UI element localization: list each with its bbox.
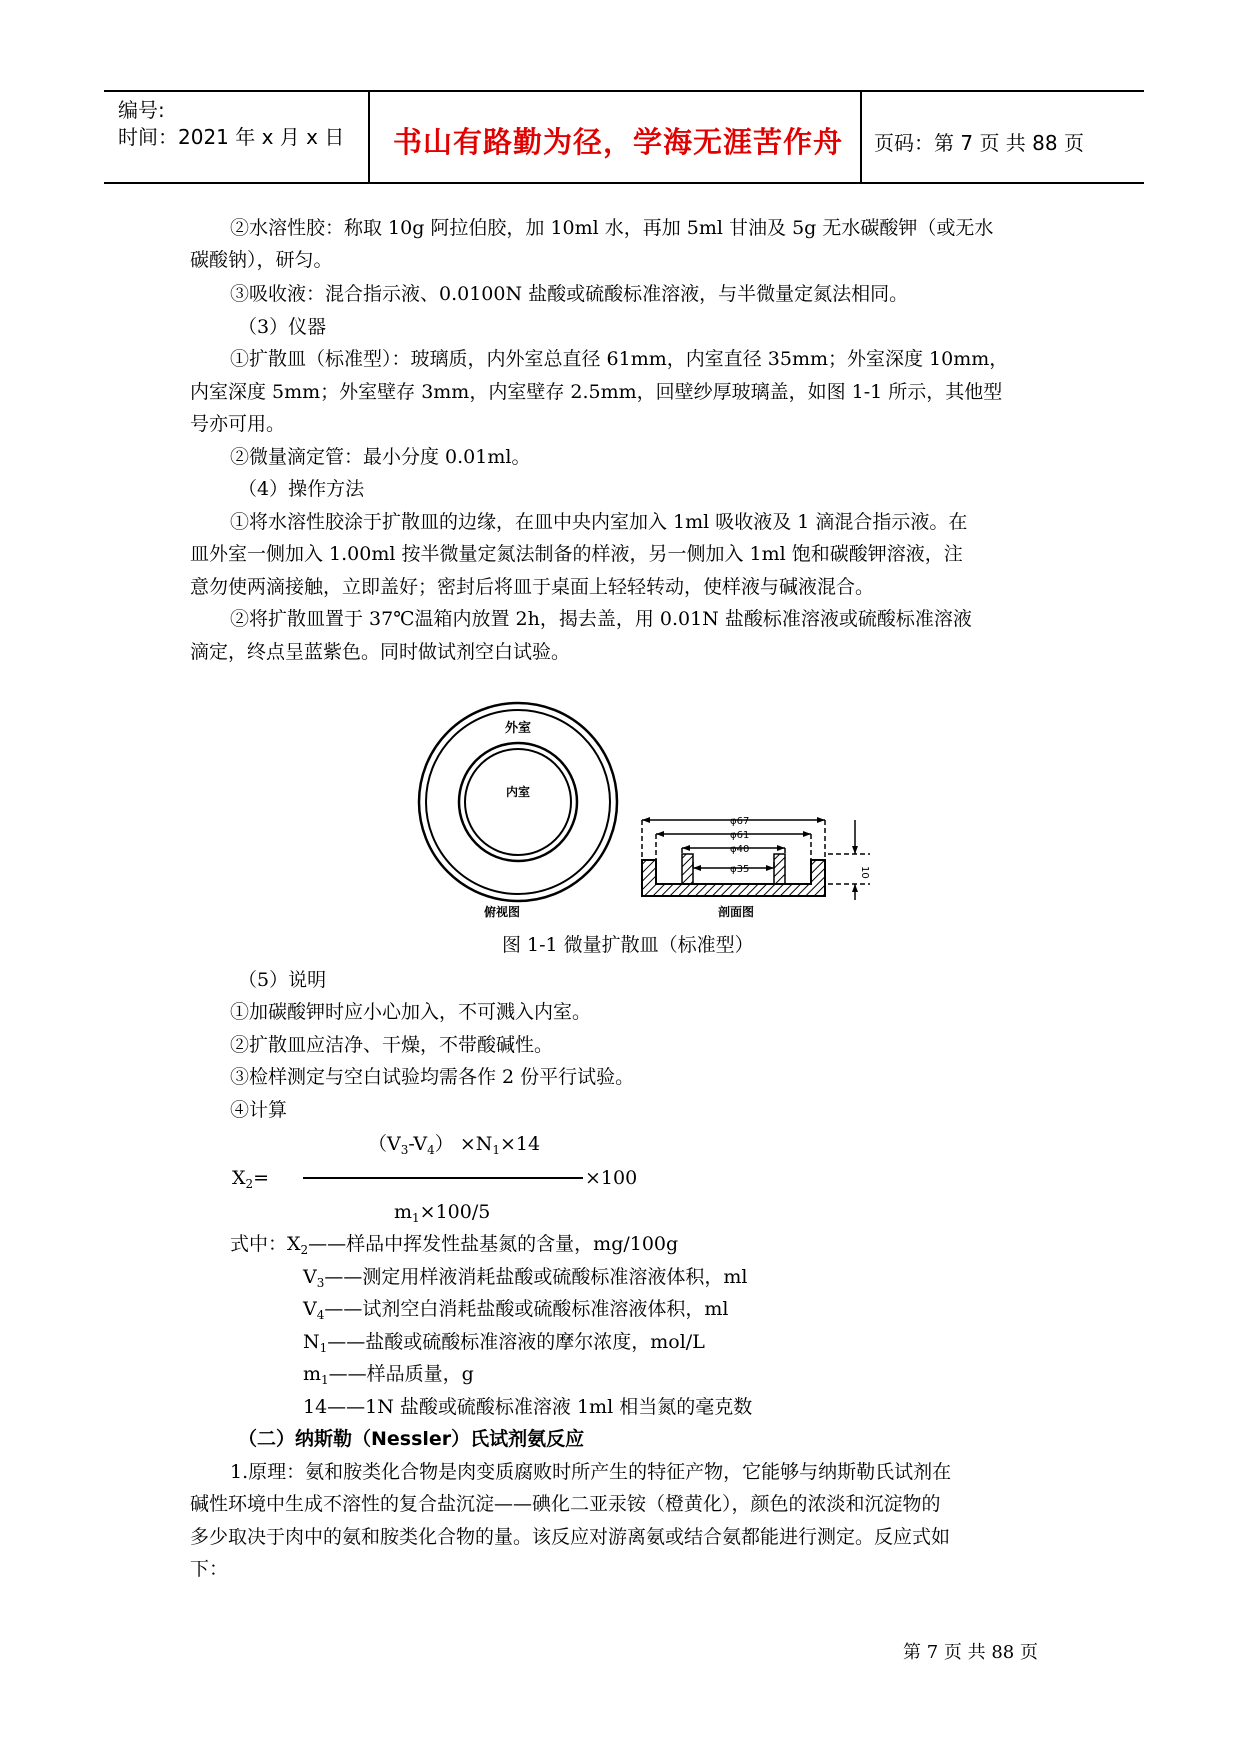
formula-times-100: ×100 [585, 1167, 638, 1189]
paragraph-line: 意勿使两滴接触，立即盖好；密封后将皿于桌面上轻轻转动，使样液与碱液混合。 [190, 576, 875, 598]
paragraph-line: ③吸收液：混合指示液、0.0100N 盐酸或硫酸标准溶液，与半微量定氮法相同。 [230, 283, 909, 305]
paragraph-line: 号亦可用。 [190, 413, 286, 435]
paragraph-line: ②微量滴定管：最小分度 0.01ml。 [230, 446, 531, 468]
page-footer: 第 7 页 共 88 页 [903, 1642, 1038, 1663]
definition-n1: $N_1——$盐酸或硫酸标准溶液的摩尔浓度，mol/L [303, 1331, 705, 1355]
top-view [419, 703, 617, 919]
definition-x2: 式中：$X_2——$样品中挥发性盐基氮的含量，mg/100g [230, 1233, 679, 1257]
paragraph-line: ②水溶性胶：称取 10g 阿拉伯胶，加 10ml 水，再加 5ml 甘油及 5g 无水碳酸钾（或无水 [230, 217, 994, 239]
definition-m1: $m_1——$样品质量，g [303, 1363, 474, 1387]
top-view-label: 俯视图 [484, 905, 521, 919]
paragraph-line: 滴定，终点呈蓝紫色。同时做试剂空白试验。 [190, 641, 571, 663]
paragraph-line: 碱性环境中生成不溶性的复合盐沉淀——碘化二亚汞铵（橙黄化），颜色的浓淡和沉淀物的 [190, 1493, 941, 1515]
outer-chamber-label: 外室 [504, 721, 532, 736]
fraction-bar [303, 1177, 583, 1179]
paragraph-line: 皿外室一侧加入 1.00ml 按半微量定氮法制备的样液，另一侧加入 1ml 饱和碳酸钾溶液，注 [190, 543, 963, 565]
figure-caption: 图 1-1 微量扩散皿（标准型） [502, 934, 754, 956]
inner-chamber-label: 内室 [505, 785, 531, 799]
note-item: ③检样测定与空白试验均需各作 2 份平行试验。 [230, 1066, 635, 1088]
dim-35-label: φ35 [730, 864, 750, 875]
dish-inner-wall-right [774, 854, 785, 884]
note-item: ②扩散皿应洁净、干燥，不带酸碱性。 [230, 1034, 554, 1056]
paragraph-line: 1.原理：氨和胺类化合物是肉变质腐败时所产生的特征产物，它能够与纳斯勒氏试剂在 [230, 1461, 952, 1483]
dim-10-label: 10 [859, 866, 870, 879]
paragraph-line: ①将水溶性胶涂于扩散皿的边缘，在皿中央内室加入 1ml 吸收液及 1 滴混合指示液。在 [230, 511, 968, 533]
doc-time-label: 时间：2021 年 x 月 x 日 [118, 125, 345, 149]
definition-v3: $V_3——$测定用样液消耗盐酸或硫酸标准溶液体积，ml [303, 1266, 748, 1290]
definition-14: 14——1N 盐酸或硫酸标准溶液 1ml 相当氮的毫克数 [303, 1396, 753, 1418]
subheading-procedure: （4）操作方法 [238, 478, 365, 500]
dish-inner-wall-left [682, 854, 693, 884]
paragraph-line: ②将扩散皿置于 37℃温箱内放置 2h，揭去盖，用 0.01N 盐酸标准溶液或硫酸标准溶液 [230, 608, 972, 630]
paragraph-line: 多少取决于肉中的氨和胺类化合物的量。该反应对游离氨或结合氨都能进行测定。反应式如 [190, 1526, 951, 1548]
note-item: ④计算 [230, 1099, 288, 1121]
definition-v4: $V_4——$试剂空白消耗盐酸或硫酸标准溶液体积，ml [303, 1298, 729, 1322]
header-page-info: 页码：第 7 页 共 88 页 [874, 131, 1084, 155]
note-item: ①加碳酸钾时应小心加入，不可溅入内室。 [230, 1001, 592, 1023]
subheading-notes: （5）说明 [238, 969, 327, 991]
section-heading: （二）纳斯勒（Nessler）氏试剂氨反应 [238, 1428, 585, 1450]
paragraph-line: 内室深度 5mm；外室壁存 3mm，内室壁存 2.5mm，回壁纱厚玻璃盖，如图 1-1 所示，其他型 [190, 381, 1003, 403]
paragraph-line: 碳酸钠），研匀。 [190, 249, 333, 271]
cross-section [642, 816, 870, 919]
section-view-label: 剖面图 [718, 905, 755, 919]
subheading-instruments: （3）仪器 [238, 316, 327, 338]
dim-40-label: φ40 [730, 844, 750, 855]
header-bottom-rule [104, 182, 1144, 184]
header-divider-left [368, 90, 370, 184]
formula-numerator: $(V_3-V_4) \times N_1\times 14$ [368, 1133, 541, 1157]
diffusion-dish-figure [400, 690, 900, 930]
inner-wall-inner [465, 749, 571, 855]
formula-denominator: $m_1\times 100/5$ [394, 1201, 491, 1225]
formula-lhs: $X_2=$ [232, 1167, 270, 1191]
doc-number-label: 编号: [118, 98, 165, 122]
outer-wall-inner [426, 710, 610, 894]
inner-wall-outer [459, 743, 577, 861]
dim-67-label: φ67 [730, 816, 750, 827]
header-top-rule [104, 90, 1144, 92]
dim-61-label: φ61 [730, 830, 750, 841]
paragraph-line: 下： [190, 1558, 229, 1580]
header-divider-right [860, 90, 862, 184]
paragraph-line: ①扩散皿（标准型）：玻璃质，内外室总直径 61mm，内室直径 35mm；外室深度 10mm， [230, 348, 1009, 370]
header-motto: 书山有路勤为径，学海无涯苦作舟 [393, 125, 844, 159]
